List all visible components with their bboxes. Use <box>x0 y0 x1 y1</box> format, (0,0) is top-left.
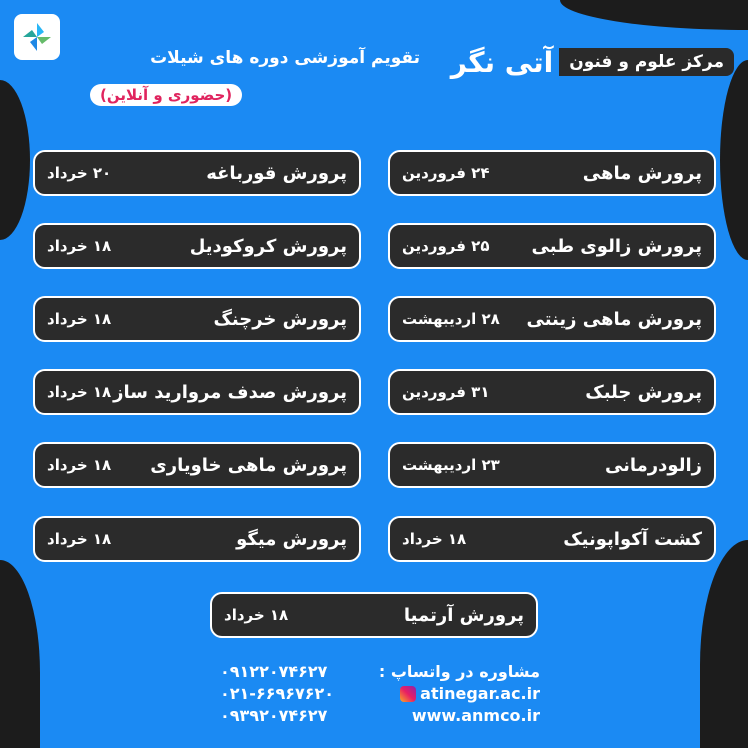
course-item <box>33 296 361 342</box>
course-name: زالودرمانی <box>604 454 702 476</box>
brand-sub: مرکز علوم و فنون <box>559 48 734 76</box>
whatsapp-label: مشاوره در واتساپ : <box>378 661 540 681</box>
course-item <box>388 223 716 269</box>
phone-number[interactable]: ۰۲۱-۶۶۹۶۷۶۲۰ <box>220 683 335 703</box>
course-name: کشت آکواپونیک <box>563 528 702 550</box>
page-title: تقویم آموزشی دوره های شیلات <box>150 48 420 68</box>
course-name: پرورش میگو <box>236 528 347 550</box>
course-name: پرورش ماهی <box>582 162 702 184</box>
decor-circle <box>560 0 748 30</box>
mode-badge: (حضوری و آنلاین) <box>90 84 242 106</box>
logo <box>14 14 60 60</box>
course-name: پرورش صدف مروارید ساز <box>113 381 347 403</box>
course-item <box>33 150 361 196</box>
course-date: ۱۸ خرداد <box>47 383 112 401</box>
instagram-icon <box>400 686 416 702</box>
course-name: پرورش زالوی طبی <box>531 235 702 257</box>
course-name: پرورش کروکودیل <box>189 235 347 257</box>
course-item <box>33 369 361 415</box>
course-date: ۱۸ خرداد <box>47 456 112 474</box>
contact-block <box>220 660 540 726</box>
website-link[interactable]: www.anmco.ir <box>411 705 540 725</box>
course-item <box>388 369 716 415</box>
course-date: ۱۸ خرداد <box>47 237 112 255</box>
course-date: ۲۴ فروردین <box>402 164 490 182</box>
decor-circle <box>0 560 40 748</box>
course-name: پرورش ماهی خاویاری <box>150 454 347 476</box>
course-item <box>210 592 538 638</box>
course-date: ۱۸ خرداد <box>224 606 289 624</box>
mobile-number[interactable]: ۰۹۳۹۲۰۷۴۶۲۷ <box>220 705 328 725</box>
course-item <box>33 223 361 269</box>
course-item <box>388 150 716 196</box>
course-date: ۲۸ اردیبهشت <box>402 310 500 328</box>
course-item <box>33 516 361 562</box>
course-name: پرورش ماهی زینتی <box>526 308 702 330</box>
brand-main: آتی نگر <box>450 45 554 79</box>
course-date: ۲۰ خرداد <box>47 164 112 182</box>
course-date: ۱۸ خرداد <box>47 310 112 328</box>
decor-circle <box>0 80 30 240</box>
course-item <box>388 442 716 488</box>
course-date: ۱۸ خرداد <box>47 530 112 548</box>
brand <box>451 44 734 80</box>
course-date: ۳۱ فروردین <box>402 383 490 401</box>
course-item <box>388 296 716 342</box>
course-date: ۲۳ اردیبهشت <box>402 456 500 474</box>
course-date: ۲۵ فروردین <box>402 237 490 255</box>
decor-circle <box>700 540 748 748</box>
course-item <box>388 516 716 562</box>
course-name: پرورش آرتمیا <box>403 604 524 626</box>
instagram-handle[interactable]: atinegar.ac.ir <box>420 683 540 703</box>
course-name: پرورش خرچنگ <box>213 308 347 330</box>
whatsapp-number[interactable]: ۰۹۱۲۲۰۷۴۶۲۷ <box>220 661 328 681</box>
decor-circle <box>720 60 748 260</box>
course-date: ۱۸ خرداد <box>402 530 467 548</box>
course-name: پرورش قورباغه <box>206 162 347 184</box>
course-name: پرورش جلبک <box>585 381 702 403</box>
course-item <box>33 442 361 488</box>
